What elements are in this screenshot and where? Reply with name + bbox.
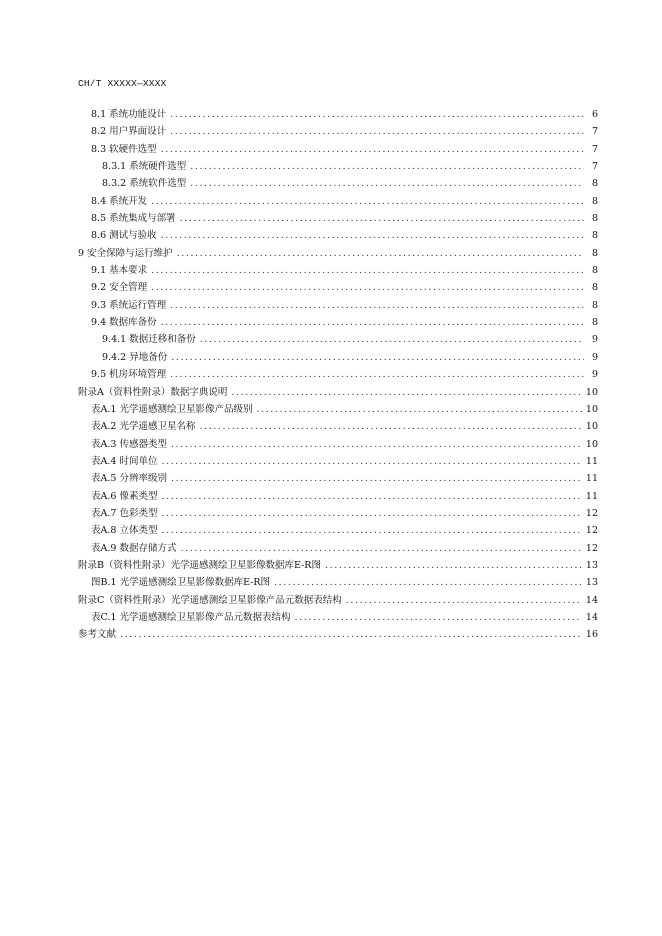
toc-dot-leader [170,366,584,383]
toc-entry-title: 表A.4 时间单位 [91,455,158,467]
toc-entry-title: 表A.6 像素类型 [91,490,158,502]
toc-entry-page-number: 14 [585,594,598,606]
toc-entry-title: 参考文献 [78,629,117,641]
toc-entry-title: 图B.1 光学遥感测绘卫星影像数据库E-R图 [91,577,271,589]
toc-entry-title: 表C.1 光学遥感测绘卫星影像产品元数据表结构 [91,611,291,623]
toc-dot-leader [120,626,582,643]
toc-entry-title: 8.2 用户界面设计 [91,126,167,138]
toc-dot-leader [190,175,584,192]
toc-dot-leader [200,331,584,348]
toc-entry-title: 9 安全保障与运行维护 [78,247,173,259]
toc-entry-page-number: 8 [591,195,598,207]
toc-entry-title: 9.1 基本要求 [91,265,148,277]
toc-dot-leader [170,297,584,314]
toc-entry-page-number: 10 [585,386,598,398]
toc-dot-leader [177,245,584,262]
toc-entry[interactable] [78,331,598,348]
toc-dot-leader [180,540,581,557]
toc-dot-leader [151,279,584,296]
toc-entry[interactable] [78,488,598,505]
toc-dot-leader [151,193,584,210]
toc-entry[interactable] [78,505,598,522]
toc-dot-leader [161,505,581,522]
toc-entry-title: 9.4 数据库备份 [91,317,157,329]
document-header: CH/T XXXXX—XXXX [78,78,167,89]
toc-entry-title: 9.3 系统运行管理 [91,299,167,311]
toc-entry-title: 9.5 机房环境管理 [91,369,167,381]
toc-dot-leader [274,574,582,591]
toc-entry[interactable] [78,123,598,140]
toc-entry-page-number: 8 [591,230,598,242]
toc-dot-leader [171,349,584,366]
toc-entry-title: 8.3 软硬件选型 [91,143,157,155]
toc-entry-title: 9.4.2 异地备份 [102,351,168,363]
toc-entry-title: 表A.9 数据存储方式 [91,542,177,554]
toc-entry-title: 表A.5 分辨率级别 [91,473,167,485]
toc-entry-page-number: 6 [591,109,598,120]
toc-dot-leader [161,488,581,505]
toc-dot-leader [161,314,584,331]
toc-entry[interactable] [78,297,598,314]
toc-entry-page-number: 13 [585,559,598,571]
toc-entry-title: 8.1 系统功能设计 [91,109,167,120]
toc-dot-leader [231,384,582,401]
toc-entry-page-number: 10 [585,421,598,433]
toc-entry[interactable] [78,470,598,487]
toc-entry[interactable] [78,227,598,244]
toc-entry-title: 表A.3 传感器类型 [91,438,167,450]
toc-entry[interactable] [78,592,598,609]
toc-dot-leader [180,210,584,227]
toc-entry-page-number: 8 [591,213,598,225]
toc-dot-leader [170,123,584,140]
toc-dot-leader [161,453,581,470]
toc-entry-page-number: 9 [591,334,598,346]
toc-entry[interactable] [78,366,598,383]
toc-entry-page-number: 12 [585,507,598,519]
toc-entry-page-number: 8 [591,265,598,277]
toc-entry-page-number: 13 [585,577,598,589]
toc-entry-title: 附录A（资料性附录）数据字典说明 [78,386,228,398]
toc-dot-leader [161,227,584,244]
toc-dot-leader [325,557,582,574]
toc-entry-page-number: 8 [591,282,598,294]
toc-entry[interactable] [78,141,598,158]
toc-entry-page-number: 11 [585,473,598,485]
toc-dot-leader [170,106,584,123]
toc-entry[interactable] [78,557,598,574]
toc-entry-page-number: 8 [591,247,598,259]
toc-entry-page-number: 10 [585,403,598,415]
toc-entry-page-number: 9 [591,351,598,363]
toc-entry[interactable] [78,609,598,626]
toc-entry[interactable] [78,279,598,296]
toc-entry-title: 8.3.1 系统硬件选型 [102,161,187,173]
toc-entry-page-number: 12 [585,525,598,537]
toc-entry[interactable] [78,245,598,262]
toc-dot-leader [199,418,581,435]
toc-dot-leader [190,158,584,175]
toc-entry-title: 9.2 安全管理 [91,282,148,294]
toc-entry[interactable] [78,401,598,418]
toc-entry[interactable] [78,106,598,123]
toc-entry-title: 表A.8 立体类型 [91,525,158,537]
toc-entry-page-number: 7 [591,143,598,155]
toc-dot-leader [346,592,582,609]
toc-dot-leader [171,436,582,453]
toc-entry-page-number: 12 [585,542,598,554]
toc-entry-page-number: 10 [585,438,598,450]
toc-entry-title: 附录C（资料性附录）光学遥感测绘卫星影像产品元数据表结构 [78,594,342,606]
toc-entry-page-number: 9 [591,369,598,381]
toc-entry[interactable] [78,522,598,539]
toc-entry-title: 表A.1 光学遥感测绘卫星影像产品级别 [91,403,253,415]
toc-entry-page-number: 8 [591,317,598,329]
toc-entry[interactable] [78,158,598,175]
toc-entry[interactable] [78,193,598,210]
table-of-contents [78,106,598,644]
toc-entry-page-number: 11 [585,455,598,467]
toc-entry-page-number: 14 [585,611,598,623]
toc-dot-leader [151,262,584,279]
toc-entry-page-number: 11 [585,490,598,502]
toc-entry[interactable] [78,384,598,401]
toc-entry-title: 8.4 系统开发 [91,195,148,207]
toc-entry-title: 表A.7 色彩类型 [91,507,158,519]
toc-entry[interactable] [78,436,598,453]
toc-dot-leader [256,401,581,418]
toc-dot-leader [295,609,582,626]
toc-entry[interactable] [78,574,598,591]
toc-entry[interactable] [78,210,598,227]
toc-entry[interactable] [78,453,598,470]
toc-entry[interactable] [78,540,598,557]
toc-entry[interactable] [78,262,598,279]
toc-entry[interactable] [78,314,598,331]
toc-entry-title: 附录B（资料性附录）光学遥感测绘卫星影像数据库E-R图 [78,559,321,571]
toc-entry-title: 8.3.2 系统软件选型 [102,178,187,190]
toc-entry-title: 8.5 系统集成与部署 [91,213,176,225]
toc-entry-page-number: 8 [591,178,598,190]
toc-dot-leader [171,470,582,487]
toc-dot-leader [161,522,581,539]
toc-entry-page-number: 7 [591,126,598,138]
toc-entry[interactable] [78,418,598,435]
toc-entry-page-number: 7 [591,161,598,173]
toc-entry[interactable] [78,626,598,643]
toc-entry[interactable] [78,175,598,192]
toc-entry-title: 表A.2 光学遥感卫星名称 [91,421,196,433]
toc-entry[interactable] [78,349,598,366]
toc-entry-page-number: 16 [585,629,598,641]
toc-entry-title: 9.4.1 数据迁移和备份 [102,334,196,346]
toc-dot-leader [161,141,584,158]
toc-entry-page-number: 8 [591,299,598,311]
toc-entry-title: 8.6 测试与验收 [91,230,157,242]
